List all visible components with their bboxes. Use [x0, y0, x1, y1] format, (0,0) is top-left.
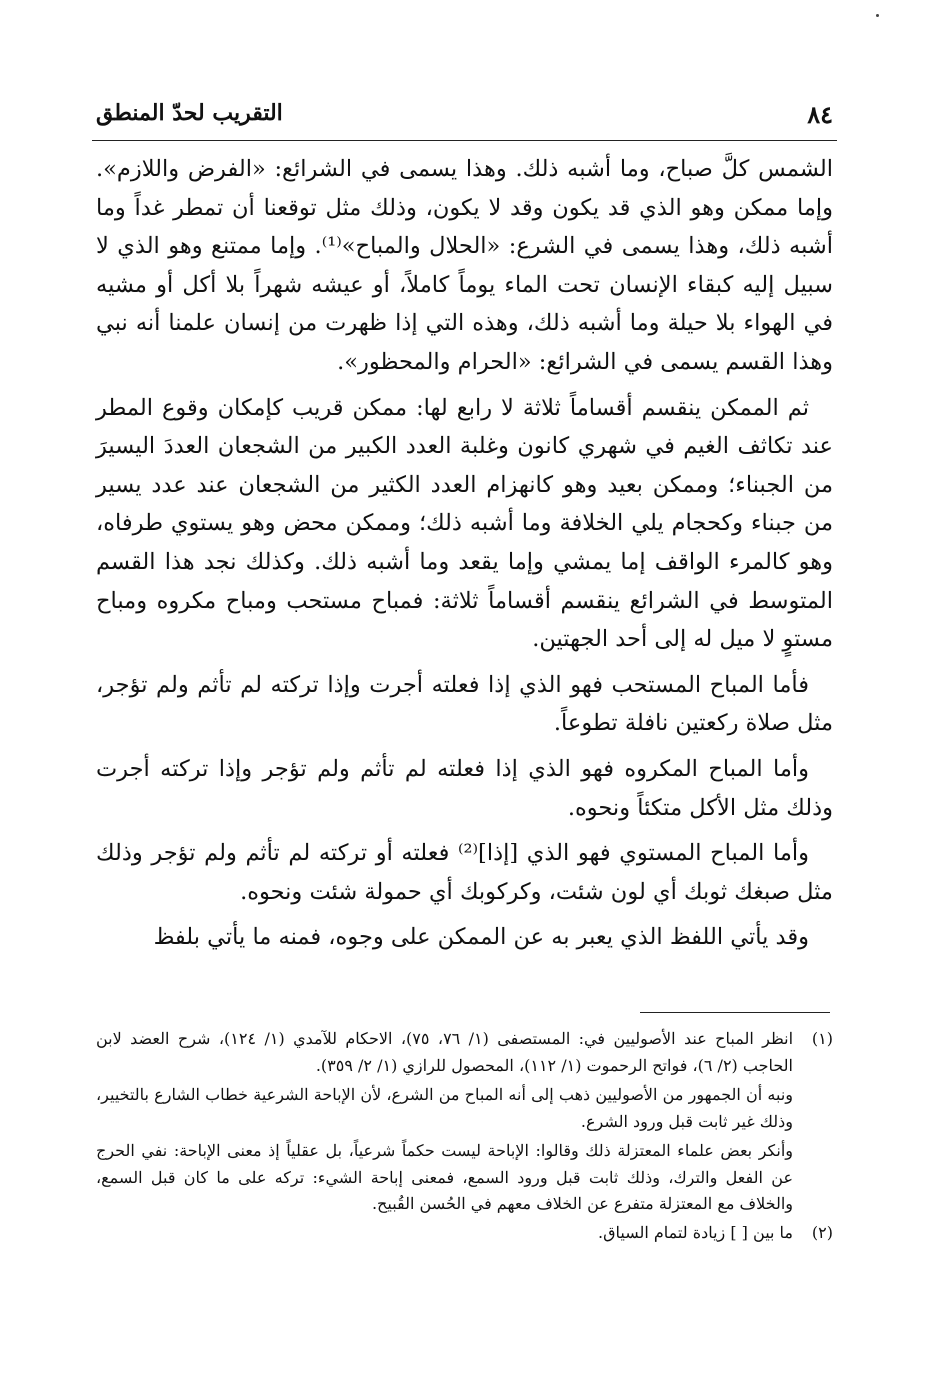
- page-number: ٨٤: [807, 100, 833, 129]
- footnotes: [96, 1026, 833, 1246]
- footnote-line: ونبه أن الجمهور من الأصوليين ذهب إلى أنه المباح من الشرع، لأن الإباحة الشرعية خطاب الشارع بالتخيير، وذلك غير ثابت قبل ورود الشرع.: [96, 1085, 793, 1131]
- footnote-number: (٢): [811, 1222, 833, 1242]
- footnote-2: [96, 1220, 833, 1247]
- page-header: [92, 98, 837, 141]
- paragraph: وأما المباح المستوي فهو الذي [إذا]⁽²⁾ فعلته أو تركته لم تأثم ولم تؤجر وذلك مثل صبغك ثوبك أي لون شئت، وكركوبك أي حمولة شئت ونحوه.: [96, 840, 833, 905]
- paragraph: الشمس كلَّ صباح، وما أشبه ذلك. وهذا يسمى في الشرائع: «الفرض واللازم». وإما ممكن وهو الذي قد يكون وقد لا يكون، وذلك مثل توقعنا أن تمطر غداً وما أشبه ذلك، وهذا يسمى في الشرع: «الحلال والمباح»⁽¹⁾. وإما ممتنع وهو الذي لا سبيل إليه كبقاء الإنسان تحت الماء يوماً كاملاً، أو عيشه شهراً بلا أكل أو مشيه في الهواء بلا حيلة وما أشبه ذلك، وهذه التي إذا ظهرت من إنسان علمنا أنه نبي وهذا القسم يسمى في الشرائع: «الحرام والمحظور».: [96, 156, 833, 375]
- scan-speck: [876, 14, 879, 17]
- paragraph: فأما المباح المستحب فهو الذي إذا فعلته أجرت وإذا تركته لم تأثم ولم تؤجر، مثل صلاة ركعتين نافلة تطوعاً.: [96, 671, 833, 737]
- footnote-1: [96, 1026, 833, 1218]
- running-title: التقريب لحدّ المنطق: [96, 100, 283, 126]
- footnote-divider: [640, 1012, 830, 1013]
- footnote-line: انظر المباح عند الأصوليين في: المستصفى (١/ ٧٦، ٧٥)، الاحكام للآمدي (١/ ١٢٤)، شرح العضد لابن الحاجب (٢/ ٦)، فواتح الرحموت (١/ ١١٢)، المحصول للرازي (١/ ٢/ ٣٥٩).: [96, 1029, 794, 1075]
- paragraph: ثم الممكن ينقسم أقساماً ثلاثة لا رابع لها: ممكن قريب كإمكان وقوع المطر عند تكاثف الغيم في شهري كانون وغلبة العدد الكبير من الشجعان العددَ اليسيرَ من الجبناء؛ وممكن بعيد وهو كانهزام العدد الكثير من الشجعان عند عدد يسير من جبناء وكحجام يلي الخلافة وما أشبه ذلك؛ وممكن محض وهو يستوي طرفاه، وهو كالمرء الواقف إما يمشي وإما يقعد وما أشبه ذلك. وكذلك نجد هذا القسم المتوسط في الشرائع ينقسم أقساماً ثلاثة: فمباح مستحب ومباح مكروه ومباح مستوٍ لا ميل له إلى أحد الجهتين.: [96, 394, 833, 653]
- main-text: [96, 150, 833, 964]
- paragraph: وأما المباح المكروه فهو الذي إذا فعلته لم تأثم ولم تؤجر وإذا تركته أجرت وذلك مثل الأكل متكئاً ونحوه.: [96, 755, 833, 821]
- footnote-number: (١): [811, 1029, 833, 1048]
- footnote-line: وأنكر بعض علماء المعتزلة ذلك وقالوا: الإباحة ليست حكماً شرعياً، بل عقلياً إذ معنى الإباحة: نفي الحرج عن الفعل والترك، وذلك ثابت قبل ورود السمع، فمعنى إباحة الشيء: تركه على ما كان قبل السمع، والخلاف مع المعتزلة متفرع عن الخلاف معهم في الحُسن القُبيح.: [96, 1141, 793, 1213]
- footnote-line: ما بين [ ] زيادة لتمام السياق.: [598, 1222, 793, 1242]
- paragraph: وقد يأتي اللفظ الذي يعبر به عن الممكن على وجوه، فمنه ما يأتي بلفظ: [153, 924, 809, 951]
